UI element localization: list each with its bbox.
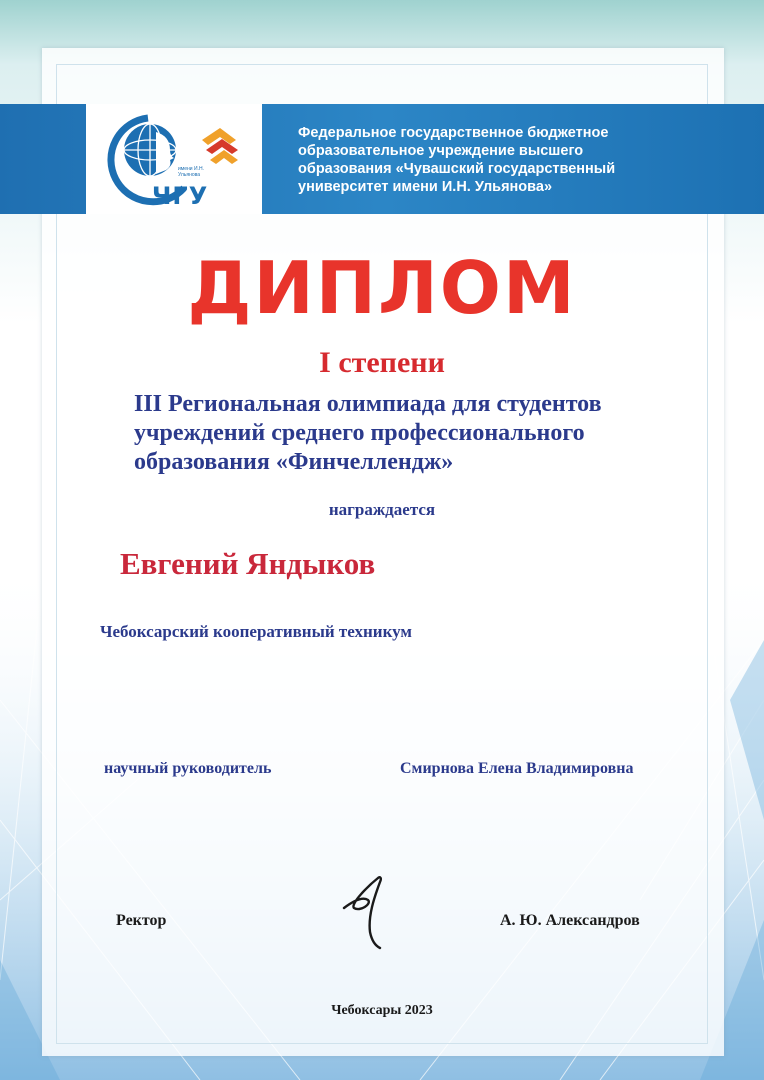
logo-small-text: имени И.Н. Ульянова (178, 166, 204, 178)
diploma-degree: I степени (319, 346, 445, 379)
awarded-text: награждается (328, 500, 436, 519)
olympiad-line: III Региональная олимпиада для студентов (134, 391, 602, 417)
organization-line: образования «Чувашский государственный (298, 161, 616, 177)
supervisor-label: научный руководитель (104, 760, 272, 777)
place-and-year: Чебоксары 2023 (331, 1003, 433, 1018)
diploma-title: ДИПЛОМ (187, 246, 577, 330)
winner-name: Евгений Яндыков (120, 546, 376, 581)
olympiad-line: учреждений среднего профессионального (134, 420, 585, 446)
logo-text: ЧГУ (152, 182, 209, 210)
olympiad-line: образования «Финчеллендж» (134, 449, 454, 475)
rector-label: Ректор (116, 912, 167, 929)
organization-line: университет имени И.Н. Ульянова» (298, 179, 553, 195)
institution-name: Чебоксарский кооперативный техникум (100, 622, 412, 641)
logo-area (86, 104, 262, 214)
supervisor-name: Смирнова Елена Владимировна (400, 760, 634, 777)
handwritten-signature-icon (338, 872, 408, 952)
organization-line: Федеральное государственное бюджетное (298, 125, 609, 141)
organization-name (298, 124, 738, 196)
olympiad-name (134, 390, 694, 477)
organization-line: образовательное учреждение высшего (298, 143, 584, 159)
rector-name: А. Ю. Александров (500, 912, 640, 929)
